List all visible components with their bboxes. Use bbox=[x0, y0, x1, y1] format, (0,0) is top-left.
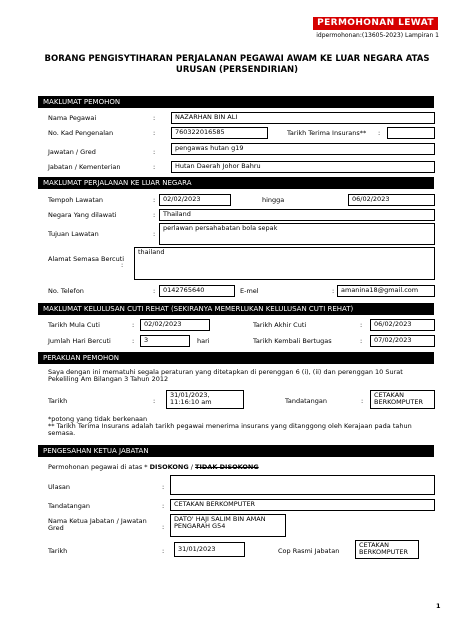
colon: : bbox=[162, 547, 165, 555]
colon: : bbox=[153, 211, 156, 219]
leave-start-field[interactable]: 02/02/2023 bbox=[140, 319, 210, 331]
label-leave-end: Tarikh Akhir Cuti bbox=[253, 321, 307, 329]
label-return-date: Tarikh Kembali Bertugas bbox=[253, 337, 332, 345]
label-email: E-mel bbox=[240, 287, 259, 295]
label-leave-days: Jumlah Hari Bercuti bbox=[48, 337, 111, 345]
late-application-badge: PERMOHONAN LEWAT bbox=[313, 17, 438, 30]
approval-date-field[interactable]: 31/01/2023 bbox=[174, 542, 245, 557]
supported-option: DISOKONG bbox=[149, 463, 189, 471]
not-supported-option: TIDAK DISOKONG bbox=[195, 463, 259, 471]
official-stamp-field[interactable]: CETAKAN BERKOMPUTER bbox=[355, 540, 419, 559]
colon: : bbox=[132, 337, 135, 345]
label-approval-date: Tarikh bbox=[48, 547, 68, 555]
colon: : bbox=[378, 129, 381, 137]
officer-name-field[interactable]: NAZARHAN BIN ALI bbox=[171, 112, 435, 124]
label-holiday-address: Alamat Semasa Bercuti bbox=[48, 255, 125, 263]
form-title-line2: URUSAN (PERSENDIRIAN) bbox=[175, 65, 299, 75]
colon: : bbox=[132, 321, 135, 329]
label-phone: No. Telefon bbox=[48, 287, 84, 295]
insurance-date-field[interactable] bbox=[387, 127, 435, 139]
label-department: Jabatan / Kementerian bbox=[48, 163, 121, 171]
colon: : bbox=[162, 483, 165, 491]
label-officer-name: Nama Pegawai bbox=[48, 114, 97, 122]
declaration-date-field[interactable]: 31/01/2023, 11:16:10 am bbox=[166, 390, 244, 409]
colon: : bbox=[332, 287, 335, 295]
colon: : bbox=[153, 196, 156, 204]
declaration-text: Saya dengan ini mematuhi segala peraturan yang ditetapkan di perenggan 6 (i), (ii) dan perenggan 10 Surat Pekeliling Am Bilangan 3 Tahun 2012 bbox=[48, 368, 403, 384]
section-header-approval: PENGESAHAN KETUA JABATAN bbox=[38, 445, 434, 457]
visit-start-date-field[interactable]: 02/02/2023 bbox=[159, 194, 231, 206]
label-declaration-date: Tarikh bbox=[48, 397, 68, 405]
head-signature-field[interactable]: CETAKAN BERKOMPUTER bbox=[170, 499, 435, 511]
label-signature: Tandatangan bbox=[285, 397, 327, 405]
country-field[interactable]: Thailand bbox=[159, 209, 435, 221]
colon: : bbox=[121, 261, 124, 269]
colon: : bbox=[162, 523, 165, 531]
signature-field[interactable]: CETAKAN BERKOMPUTER bbox=[370, 390, 435, 409]
label-days-unit: hari bbox=[197, 337, 210, 345]
section-header-applicant: MAKLUMAT PEMOHON bbox=[38, 96, 434, 108]
page-number: 1 bbox=[436, 602, 441, 610]
colon: : bbox=[360, 321, 363, 329]
note-insurance: ** Tarikh Terima Insurans adalah tarikh pegawai menerima insurans yang ditanggong oleh Kerajaan pada tahun semasa. bbox=[48, 422, 412, 438]
purpose-field[interactable]: perlawan persahabatan bola sepak bbox=[159, 223, 435, 245]
note-strike-out: *potong yang tidak berkenaan bbox=[48, 415, 148, 423]
holiday-address-field[interactable]: thailand bbox=[134, 247, 435, 280]
return-date-field[interactable]: 07/02/2023 bbox=[370, 335, 435, 347]
label-country: Negara Yang dilawati bbox=[48, 211, 117, 219]
section-header-travel: MAKLUMAT PERJALANAN KE LUAR NEGARA bbox=[38, 177, 434, 189]
label-head-signature: Tandatangan bbox=[48, 502, 90, 510]
application-reference: idpermohonan:(13605-2023) Lampiran 1 bbox=[316, 32, 439, 39]
leave-end-field[interactable]: 06/02/2023 bbox=[370, 319, 435, 331]
label-leave-start: Tarikh Mula Cuti bbox=[48, 321, 100, 329]
ic-number-field[interactable]: 760322016585 bbox=[171, 127, 268, 139]
colon: : bbox=[162, 502, 165, 510]
phone-field[interactable]: 0142765640 bbox=[159, 285, 235, 297]
form-title-line1: BORANG PENGISYTIHARAN PERJALANAN PEGAWAI AWAM KE LUAR NEGARA ATAS bbox=[44, 54, 430, 64]
remarks-field[interactable] bbox=[170, 475, 435, 495]
label-position-grade: Jawatan / Gred bbox=[48, 148, 96, 156]
section-header-declaration: PERAKUAN PEMOHON bbox=[38, 352, 434, 364]
colon: : bbox=[153, 129, 156, 137]
section-header-leave: MAKLUMAT KELULUSAN CUTI REHAT (SEKIRANYA MEMERLUKAN KELULUSAN CUTI REHAT) bbox=[38, 303, 434, 315]
option-separator: / bbox=[188, 463, 196, 471]
head-name-field[interactable]: DATO' HAJI SALIM BIN AMAN PENGARAH G54 bbox=[170, 514, 286, 537]
colon: : bbox=[361, 397, 364, 405]
label-purpose: Tujuan Lawatan bbox=[48, 230, 99, 238]
support-prefix: Permohonan pegawai di atas * bbox=[48, 463, 150, 471]
support-statement bbox=[48, 464, 259, 471]
label-ic-number: No. Kad Pengenalan bbox=[48, 129, 114, 137]
colon: : bbox=[153, 148, 156, 156]
label-insurance-date: Tarikh Terima Insurans** bbox=[287, 129, 367, 137]
email-field[interactable]: amanina18@gmail.com bbox=[337, 285, 435, 297]
colon: : bbox=[153, 163, 156, 171]
visit-end-date-field[interactable]: 06/02/2023 bbox=[348, 194, 435, 206]
leave-days-field[interactable]: 3 bbox=[140, 335, 190, 347]
label-head-name: Nama Ketua Jabatan / Jawatan Gred bbox=[48, 517, 147, 533]
colon: : bbox=[360, 337, 363, 345]
colon: : bbox=[153, 230, 156, 238]
department-field[interactable]: Hutan Daerah Johor Bahru bbox=[171, 161, 435, 173]
label-official-stamp: Cop Rasmi Jabatan bbox=[278, 547, 340, 555]
label-remarks: Ulasan bbox=[48, 483, 71, 491]
colon: : bbox=[153, 397, 156, 405]
label-visit-period: Tempoh Lawatan bbox=[48, 196, 104, 204]
colon: : bbox=[153, 114, 156, 122]
label-until: hingga bbox=[262, 196, 285, 204]
position-grade-field[interactable]: pengawas hutan g19 bbox=[171, 143, 435, 155]
colon: : bbox=[153, 287, 156, 295]
